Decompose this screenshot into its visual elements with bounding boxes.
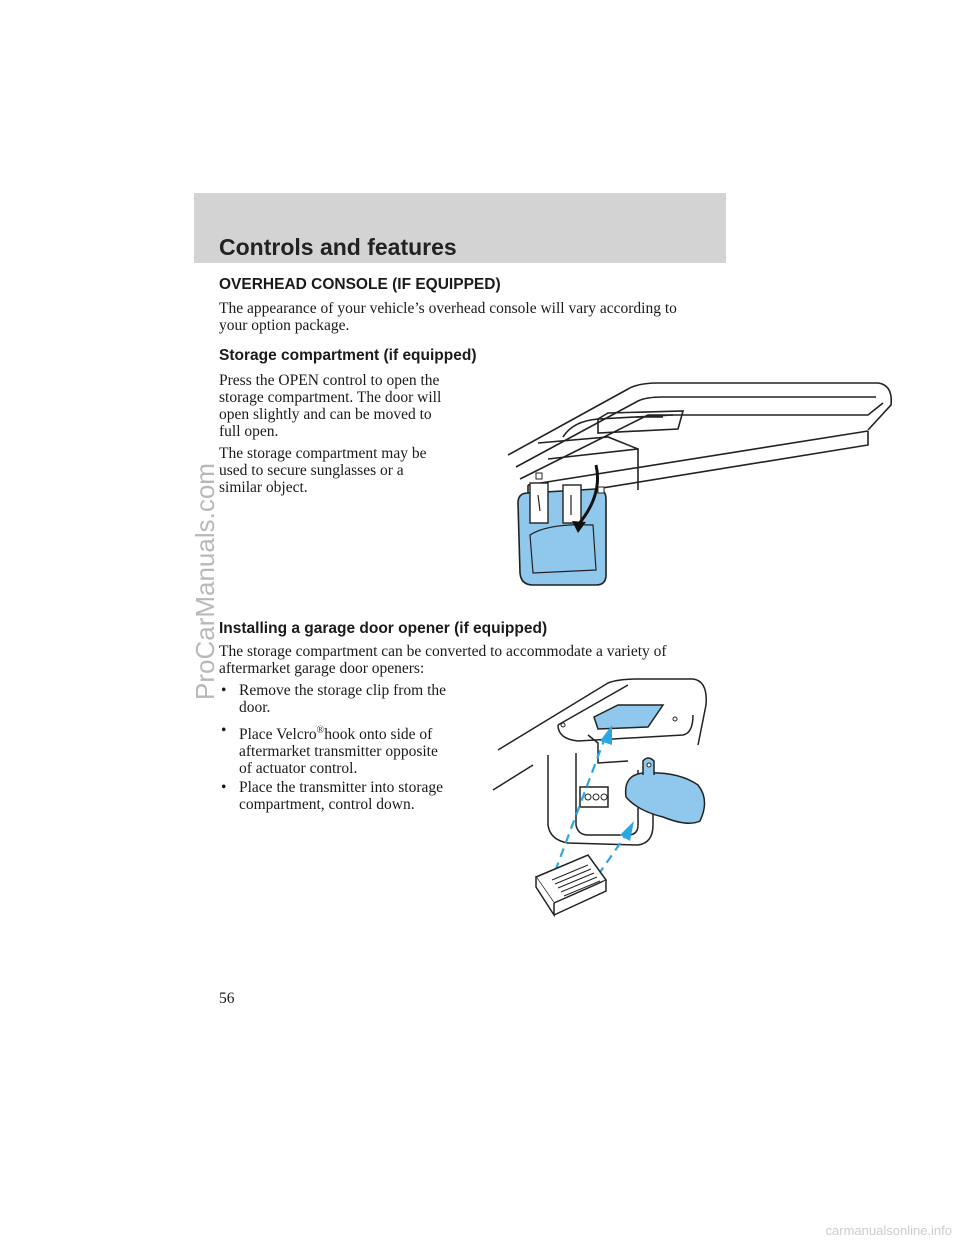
overhead-intro-line-1: The appearance of your vehicle’s overhead console will vary according to xyxy=(219,300,677,317)
bullet-2-prefix: Place Velcro xyxy=(239,726,317,744)
footer-watermark: carmanualsonline.info xyxy=(825,1223,952,1238)
bullet-dot: • xyxy=(221,779,227,796)
garage-bullet-3 xyxy=(219,779,481,813)
page-number: 56 xyxy=(219,990,235,1007)
garage-bullet-2 xyxy=(219,722,481,777)
section-title: Controls and features xyxy=(219,234,457,260)
bullet-1-line: door. xyxy=(239,699,271,716)
bullet-3-line: Place the transmitter into storage xyxy=(239,779,444,796)
bullet-3-line: compartment, control down. xyxy=(239,796,415,813)
storage-paragraph-1 xyxy=(219,372,481,440)
storage-p2-line: used to secure sunglasses or a xyxy=(219,462,404,479)
overhead-console-heading: OVERHEAD CONSOLE (IF EQUIPPED) xyxy=(219,276,501,293)
bullet-1-line: Remove the storage clip from the xyxy=(239,682,447,699)
storage-p1-line: open slightly and can be moved to xyxy=(219,406,432,423)
storage-heading: Storage compartment (if equipped) xyxy=(219,347,477,364)
storage-p1-line: Press the OPEN control to open the xyxy=(219,372,440,389)
garage-intro-line-2: aftermarket garage door openers: xyxy=(219,660,425,677)
bullet-2-first-line xyxy=(239,722,481,743)
overhead-console-illustration xyxy=(488,375,928,595)
section-header-band xyxy=(194,193,726,263)
velcro-pad xyxy=(594,705,663,729)
storage-p2-line: similar object. xyxy=(219,479,308,496)
garage-intro xyxy=(219,643,729,677)
bullet-2-line: of actuator control. xyxy=(239,760,358,778)
garage-opener-illustration xyxy=(488,675,728,925)
storage-p1-line: storage compartment. The door will xyxy=(219,389,442,406)
bullet-dot: • xyxy=(221,682,227,699)
bullet-2-line: aftermarket transmitter opposite xyxy=(239,743,438,761)
registered-mark: ® xyxy=(316,725,325,736)
storage-p1-line: full open. xyxy=(219,423,279,440)
garage-bullet-1 xyxy=(219,682,481,716)
overhead-intro xyxy=(219,300,729,334)
bullet-2-rest: hook onto side of xyxy=(324,726,433,744)
transmitter-remote xyxy=(536,855,606,915)
garage-opener-heading: Installing a garage door opener (if equipped) xyxy=(219,620,548,637)
overhead-intro-line-2: your option package. xyxy=(219,317,350,334)
bullet-dot: • xyxy=(221,722,227,739)
garage-intro-line-1: The storage compartment can be converted to accommodate a variety of xyxy=(219,643,667,660)
storage-p2-line: The storage compartment may be xyxy=(219,445,427,462)
placement-arrow-clip xyxy=(598,835,626,875)
storage-paragraph-2 xyxy=(219,445,481,496)
side-watermark: ProCarManuals.com xyxy=(190,463,220,700)
